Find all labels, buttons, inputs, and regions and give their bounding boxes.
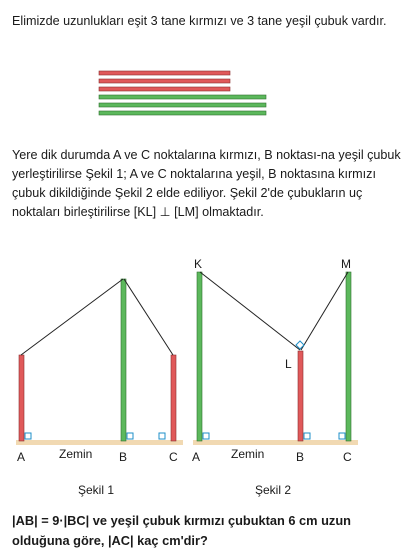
rod-b-red bbox=[298, 351, 303, 441]
string-a-b bbox=[21, 279, 123, 355]
point-c2-label: C bbox=[343, 450, 352, 464]
figure-1-caption: Şekil 1 bbox=[78, 483, 115, 497]
rod-b-green bbox=[121, 279, 126, 441]
figure-2 bbox=[192, 257, 358, 497]
ground-1 bbox=[16, 440, 183, 445]
point-l-label: L bbox=[285, 357, 292, 371]
question-text: |AB| = 9·|BC| ve yeşil çubuk kırmızı çubuktan 6 cm uzun olduğuna göre, |AC| kaç cm'dir? bbox=[12, 513, 351, 548]
intro-text: Elimizde uzunlukları eşit 3 tane kırmızı ve 3 tane yeşil çubuk vardır. bbox=[12, 14, 387, 28]
green-rod-2 bbox=[99, 103, 266, 107]
segment-kl bbox=[200, 272, 300, 350]
point-a2-label: A bbox=[192, 450, 201, 464]
point-k-label: K bbox=[194, 257, 203, 271]
point-m-label: M bbox=[341, 257, 351, 271]
right-angle-c bbox=[159, 433, 165, 439]
point-a-label: A bbox=[17, 450, 26, 464]
rod-c-red bbox=[171, 355, 176, 441]
ground-2 bbox=[193, 440, 358, 445]
segment-lm bbox=[301, 272, 348, 350]
problem-description: Yere dik durumda A ve C noktalarına kırmızı, B noktası-na yeşil çubuk yerleştirilirse Şekil 1; A ve C noktalarına yeşil, B noktasına kırmızı çubuk dikildiğinde Şekil 2 elde ediliyor. Şekil 2'de çubukların uç noktaları birleştirilirse [KL] ⊥ [LM] olmaktadır. bbox=[12, 148, 401, 219]
point-c-label: C bbox=[169, 450, 178, 464]
point-b2-label: B bbox=[296, 450, 305, 464]
right-angle-c2 bbox=[339, 433, 345, 439]
green-rod-3 bbox=[99, 111, 266, 115]
ground-label-2: Zemin bbox=[231, 447, 265, 461]
right-angle-a bbox=[25, 433, 31, 439]
string-b-c bbox=[124, 279, 173, 355]
rod-c-green bbox=[346, 272, 351, 441]
right-angle-b2 bbox=[304, 433, 310, 439]
ground-label: Zemin bbox=[59, 447, 93, 461]
rods-illustration bbox=[0, 66, 415, 126]
figure-1 bbox=[16, 279, 183, 497]
right-angle-b bbox=[127, 433, 133, 439]
figure-2-caption: Şekil 2 bbox=[255, 483, 292, 497]
green-rod-1 bbox=[99, 95, 266, 99]
red-rod-2 bbox=[99, 79, 230, 83]
right-angle-a2 bbox=[203, 433, 209, 439]
figures bbox=[0, 252, 415, 507]
rod-a-red bbox=[19, 355, 24, 441]
rod-a-green bbox=[197, 272, 202, 441]
red-rod-3 bbox=[99, 87, 230, 91]
point-b-label: B bbox=[119, 450, 128, 464]
red-rod-1 bbox=[99, 71, 230, 75]
